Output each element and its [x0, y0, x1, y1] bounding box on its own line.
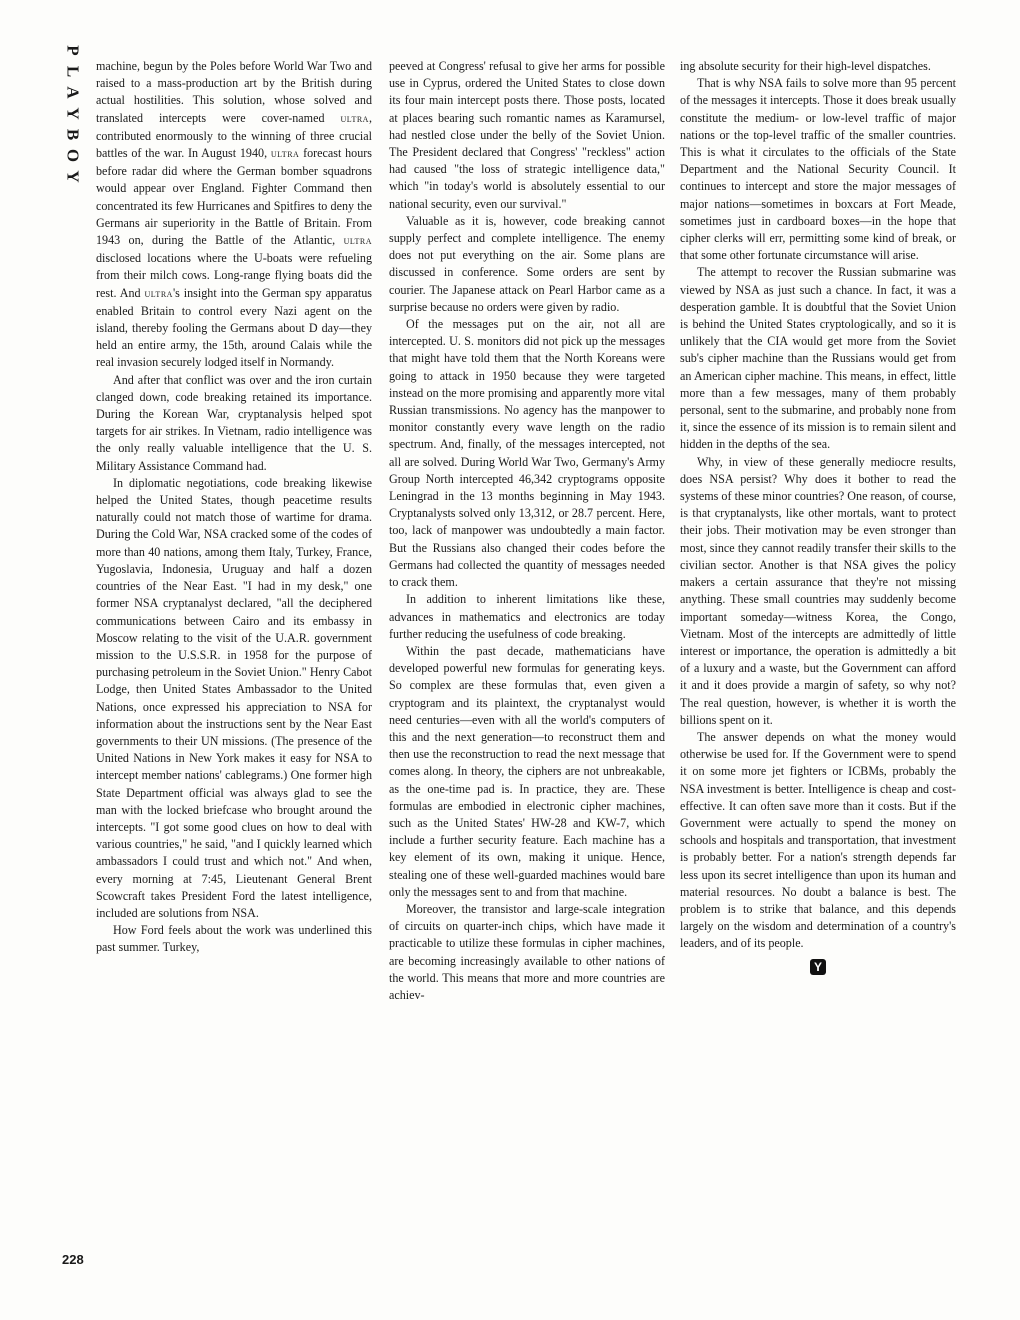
- article-paragraph: Of the messages put on the air, not all are intercepted. U. S. monitors did not pick up the messages that might have told them that the North Koreans were going to attack in 1950 because they were targeted instead on the more promising and apparently more vital Russian transmissions. No agency has the manpower to monitor constantly every wave length on the radio spectrum. And, finally, of the messages intercepted, not all are solved. During World War Two, Germany's Army Group North intercepted 46,342 cryptograms opposite Leningrad in the 13 months beginning in May 1943. Cryptanalysts solved only 13,312, or 28.7 percent. Here, too, lack of manpower was undoubtedly a main factor. But the Russians also changed their codes before the Germans had collected the quantity of messages needed to crack them.: [389, 317, 665, 590]
- logo-letter: Y: [63, 107, 83, 120]
- logo-letter: Y: [63, 170, 83, 183]
- article-column-2: [389, 58, 665, 1004]
- article-paragraph: Valuable as it is, however, code breaking cannot supply perfect and complete intelligence. The enemy does not put everything on the air. Some plans are discussed in conference. Some orders are sent by courier. The Japanese attack on Pearl Harbor came as a surprise because no orders were given by radio.: [389, 213, 665, 314]
- article-column-3: [680, 58, 956, 975]
- rabbit-end-mark-icon: Y: [810, 959, 826, 975]
- article-paragraph: Within the past decade, mathematicians have developed powerful new formulas for generating keys. So complex are these formulas that, even given a cryptogram and its plaintext, the cryptanalyst would need centuries—even with all the world's computers of this and the next generation—to reconstruct them and then use the reconstruction to read the next message that comes along. In theory, the ciphers are not unbreakable, as the one-time pad is. In practice, they are. These formulas are embodied in electronic cipher machines, such as the United States' HW-28 and KW-7, which include a further security feature. Each machine has a key element of its own, making it unique. Hence, stealing one of these well-guarded machines would bare only the messages sent to and from that machine.: [389, 643, 665, 899]
- article-paragraph: That is why NSA fails to solve more than 95 percent of the messages it intercepts. Those it does break usually constitute the medium- or low-level traffic of major nations or the top-level traffic of the smaller countries. This is what it circulates to the officials of the State Department and the National Security Council. It continues to intercept and store the major messages of major nations—sometimes in boxcars at Fort Meade, sometimes just in cardboard boxes—in the hope that cipher clerks will err, permitting some kind of break, or that some other fortunate circumstance will arise.: [680, 76, 956, 263]
- article-paragraph: machine, begun by the Poles before World War Two and raised to a mass-production art by the British during actual hostilities. This solution, whose solved and translated intercepts were cover-named ultra, contributed enormously to the winning of three crucial battles of the war. In August 1940, ultra forecast hours before radar did where the German bomber squadrons would appear over England. Fighter Command then concentrated its few Hurricanes and Spitfires to deny the Germans air superiority in the Battle of Britain. From 1943 on, during the Battle of the Atlantic, ultra disclosed locations where the U-boats were refueling from their milch cows. Long-range flying boats did the rest. And ultra's insight into the German spy apparatus enabled Britain to control every Nazi agent on the island, thereby fooling the Germans about D day—they held an entire army, the 15th, around Calais while the real invasion securely lodged itself in Normandy.: [96, 59, 373, 370]
- logo-letter: L: [63, 65, 83, 78]
- article-paragraph: The answer depends on what the money would otherwise be used for. If the Government were to spend it on some more jet fighters or ICBMs, probably the NSA investment is better. Intelligence is cheap and cost-effective. It can often save more than it costs. But if the Government were actually to spend the money on schools and hospitals and transportation, that investment is probably better. For a nation's strength depends far less upon its secret intelligence than upon its human and material resources. No doubt a balance is best. The problem is to strike that balance, and this depends largely on the wisdom and determination of a country's leaders, and of its people.: [680, 729, 956, 951]
- article-paragraph: And after that conflict was over and the iron curtain clanged down, code breaking retained its importance. During the Korean War, cryptanalysis helped spot targets for air strikes. In Vietnam, radio intelligence was the only really valuable intelligence that the U. S. Military Assistance Command had.: [96, 372, 372, 473]
- article-paragraph: ing absolute security for their high-level dispatches.: [680, 59, 931, 73]
- article-paragraph: Moreover, the transistor and large-scale integration of circuits on quarter-inch chips, which have made it practicable to utilize these formulas in cipher machines, are becoming increasingly available to other nations of the world. This means that more and more countries are achiev-: [389, 901, 665, 1002]
- page-number: 228: [62, 1252, 84, 1267]
- logo-letter: A: [63, 86, 83, 99]
- article-paragraph: How Ford feels about the work was underlined this past summer. Turkey,: [96, 923, 372, 955]
- article-paragraph: peeved at Congress' refusal to give her arms for possible use in Cyprus, ordered the United States to close down its four main intercept posts there. Those posts, located at places bearing such romantic names as Karamursel, had nestled close under the belly of the Soviet Union. The President declared that Congress' "reckless" action had caused "the loss of strategic intelligence data," which "in today's world is absolutely essential to our national security, even our survival.": [389, 59, 665, 211]
- logo-letter: O: [63, 148, 83, 163]
- logo-letter: B: [63, 128, 83, 141]
- playboy-vertical-logo: [58, 40, 84, 187]
- article-paragraph: In addition to inherent limitations like these, advances in mathematics and electronics are today further reducing the usefulness of code breaking.: [389, 592, 665, 641]
- article-paragraph: Why, in view of these generally mediocre results, does NSA persist? Why does it bother to read the systems of these minor countries? One reason, of course, is that cryptanalysts, like other mortals, want to protect their jobs. Their motivation may be even stronger than most, since they cannot readily transfer their skills to the civilian sector. Another is that NSA gives the policy makers a certain assurance that they're not missing anything. These small countries may suddenly become important someday—witness Korea, the Congo, Vietnam. Most of the intercepts are admittedly of little interest or importance, the operation is admittedly a bit of a luxury and a waste, but the Government can afford it and it does provide a margin of safety, so why not? The real question, however, is whether it is worth the billions spent on it.: [680, 454, 956, 727]
- article-column-1: [96, 58, 372, 957]
- article-paragraph: In diplomatic negotiations, code breaking likewise helped the United States, though peacetime results naturally could not match those of wartime for drama. During the Cold War, NSA cracked some of the codes of more than 40 nations, among them Italy, Turkey, France, Yugoslavia, Indonesia, Uruguay and half a dozen countries of the Near East. "I had in my desk," one former NSA cryptanalyst declared, "all the deciphered communications between Cairo and its embassy in Moscow relating to the visit of the U.A.R. government mission to the U.S.S.R. in 1958 for the purpose of purchasing petroleum in the Soviet Union." Henry Cabot Lodge, then United States Ambassador to the United Nations, once expressed his appreciation to NSA for information about the instructions sent by the Near East governments to their UN missions. (The presence of the United Nations in New York makes it easy for NSA to intercept member nations' cablegrams.) One former high State Department official was always glad to see the man with the locked briefcase who brought around the intercepts. "I got some good clues on how to deal with various countries," he said, "and I quickly learned which ambassadors I could trust and which not." And when, every morning at 7:45, Lieutenant General Brent Scowcraft takes President Ford the latest intelligence, included are solutions from NSA.: [96, 475, 372, 920]
- logo-letter: P: [63, 45, 83, 56]
- article-paragraph: The attempt to recover the Russian submarine was viewed by NSA as just such a chance. In fact, it was a desperation gamble. It is doubtful that the Soviet Union is behind the United States cryptologically, and so it is unlikely that the CIA would get more from the Soviet sub's cipher machine than the Russians would get from an American cipher machine. This means, in effect, little more than a few messages, many of them probably personal, sent to the submarine, and probably none from it, since the essence of its mission is to remain silent and hidden in the depths of the sea.: [680, 265, 956, 452]
